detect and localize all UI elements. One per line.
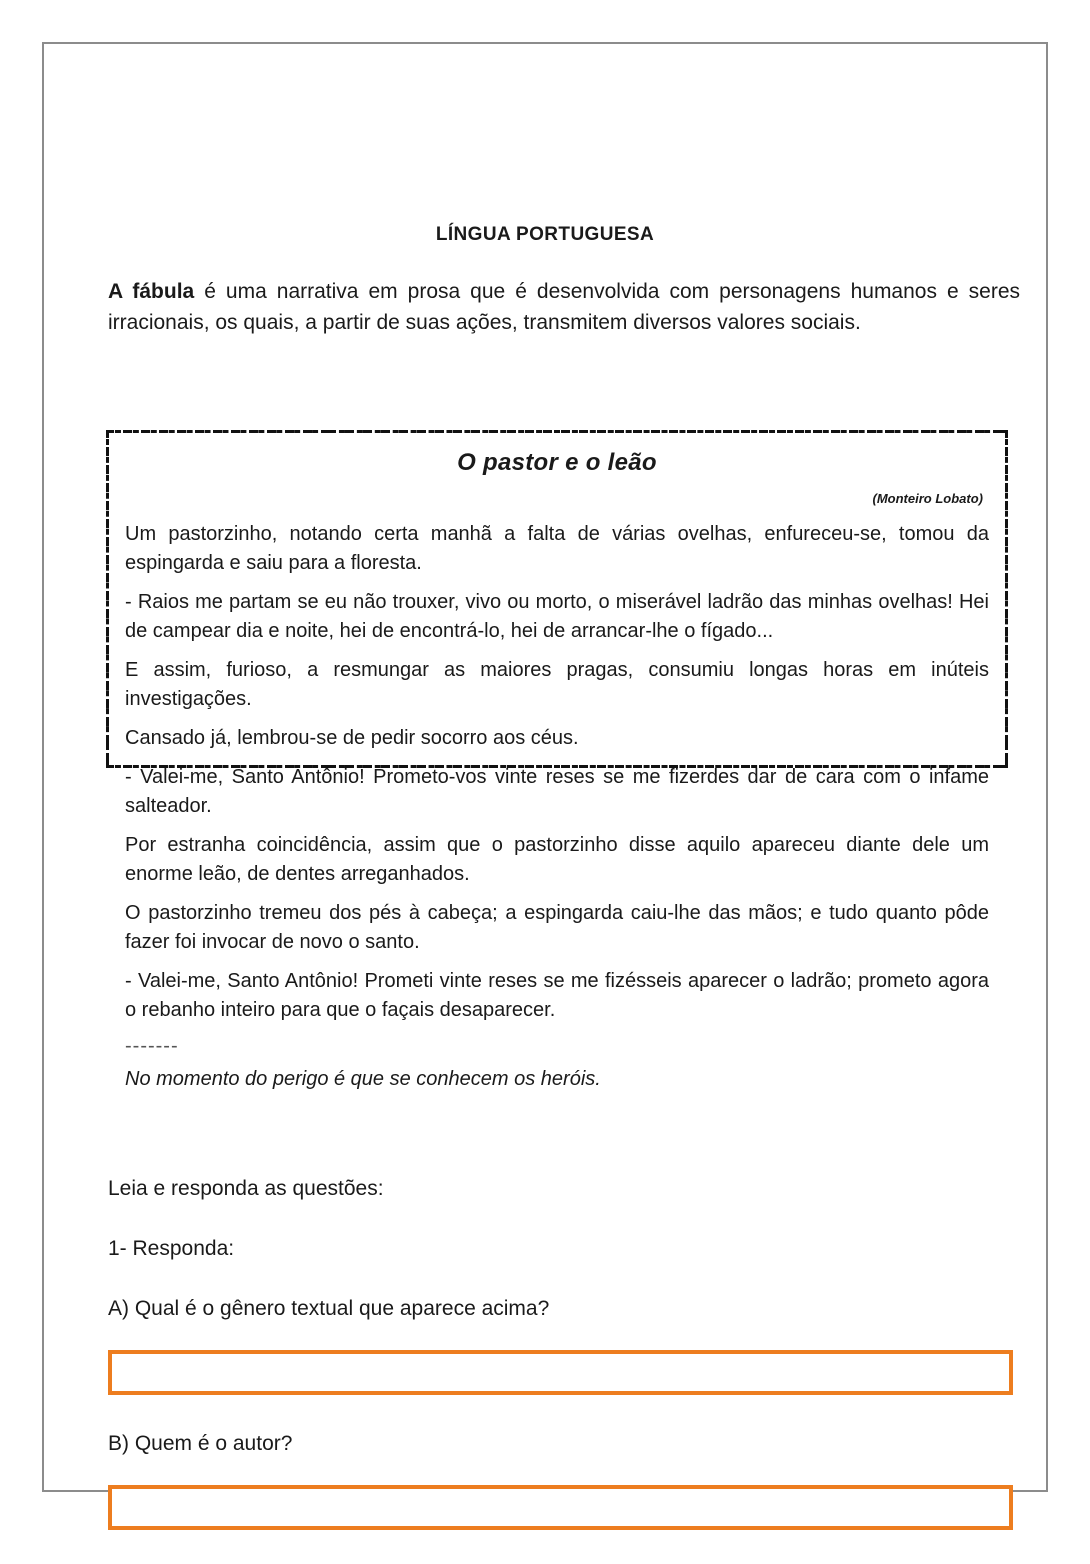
questions-section — [108, 1174, 1020, 1564]
intro-bold-lead: A fábula — [108, 280, 195, 303]
story-paragraph: - Raios me partam se eu não trouxer, vivo ou morto, o miserável ladrão das minhas ovelhas! Hei de campear dia e noite, hei de encontrá-lo, hei de arrancar-lhe o fígado... — [125, 591, 989, 642]
story-author-credit: (Monteiro Lobato) — [872, 491, 983, 506]
intro-paragraph — [108, 276, 1020, 338]
story-title: O pastor e o leão — [457, 449, 657, 476]
page-title: LÍNGUA PORTUGUESA — [435, 224, 655, 245]
story-paragraph: - Valei-me, Santo Antônio! Prometi vinte reses se me fizésseis aparecer o ladrão; prometo agora o rebanho inteiro para que o façais desaparecer. — [125, 970, 989, 1021]
questions-instruction: Leia e responda as questões: — [108, 1177, 384, 1200]
story-paragraph: Cansado já, lembrou-se de pedir socorro aos céus. — [125, 727, 579, 749]
story-paragraph: E assim, furioso, a resmungar as maiores pragas, consumiu longas horas em inúteis investigações. — [125, 659, 989, 710]
answer-input-1a[interactable] — [108, 1350, 1013, 1395]
question-1-label: 1- Responda: — [108, 1237, 235, 1260]
story-body — [125, 520, 989, 1094]
story-paragraph: O pastorzinho tremeu dos pés à cabeça; a espingarda caiu-lhe das mãos; e tudo quanto pôde fazer foi invocar de novo o santo. — [125, 902, 989, 953]
story-paragraph: - Valei-me, Santo Antônio! Prometo-vos vinte reses se me fizerdes dar de cara com o infame salteador. — [125, 766, 989, 817]
question-1b-text: B) Quem é o autor? — [108, 1432, 293, 1455]
story-moral: No momento do perigo é que se conhecem os heróis. — [125, 1068, 601, 1090]
story-separator: ------- — [125, 1035, 179, 1057]
page-content — [44, 44, 1046, 1490]
intro-text: é uma narrativa em prosa que é desenvolvida com personagens humanos e seres irracionais, os quais, a partir de suas ações, transmitem diversos valores sociais. — [108, 280, 1021, 334]
story-paragraph: Um pastorzinho, notando certa manhã a falta de várias ovelhas, enfureceu-se, tomou da espingarda e saiu para a floresta. — [125, 523, 989, 574]
page-sheet — [42, 42, 1048, 1492]
question-1a-text: A) Qual é o gênero textual que aparece acima? — [108, 1297, 550, 1320]
story-box — [106, 430, 1008, 1090]
story-paragraph: Por estranha coincidência, assim que o pastorzinho disse aquilo apareceu diante dele um enorme leão, de dentes arreganhados. — [125, 834, 989, 885]
story-inner — [109, 433, 1005, 1090]
answer-input-1b[interactable] — [108, 1485, 1013, 1530]
